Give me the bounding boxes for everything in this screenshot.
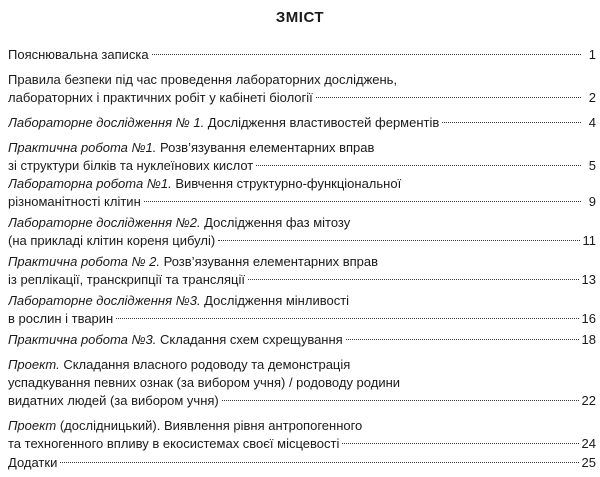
toc-entry-italic-label: Лабораторне дослідження №2. [8, 215, 201, 230]
toc-entry-text [8, 176, 401, 191]
toc-entry-title: Дослідження фаз мітозу [200, 215, 351, 230]
toc-entry-line [8, 292, 596, 310]
toc-entry[interactable] [8, 175, 596, 211]
dot-leader [342, 443, 578, 444]
toc-entry-italic-label: Практична робота №1. [8, 140, 157, 155]
toc-entry-line [8, 214, 596, 232]
toc-entry-title: Розв’язування елементарних вправ [160, 254, 379, 269]
toc-entry-text [8, 72, 397, 87]
toc-entry-text [8, 271, 245, 289]
dot-leader [218, 240, 579, 241]
toc-entry[interactable] [8, 331, 596, 349]
toc-entry-line [8, 157, 596, 175]
toc-entry-text [8, 46, 149, 64]
toc-entry[interactable] [8, 417, 596, 453]
toc-entry-text [8, 89, 313, 107]
toc-entry-title: лабораторних і практичних робіт у кабінеті біології [8, 90, 313, 105]
dot-leader [346, 339, 579, 340]
toc-entry-text [8, 215, 350, 230]
toc-entry-title: Вивчення структурно-функціональної [171, 176, 402, 191]
toc-entry-italic-label: Лабораторне дослідження №3. [8, 293, 201, 308]
toc-entry-title: Складання власного родоводу та демонстрація [59, 357, 351, 372]
toc-entry-title: Пояснювальна записка [8, 47, 149, 62]
toc-entry-text [8, 418, 362, 433]
toc-entry-text [8, 454, 57, 472]
toc-entry-italic-label: Лабораторна робота №1. [8, 176, 172, 191]
toc-entry-title: (дослідницький). Виявлення рівня антропогенного [56, 418, 363, 433]
toc-entry-text [8, 392, 219, 410]
dot-leader [60, 462, 578, 463]
page-number: 22 [581, 393, 596, 408]
toc-entry-italic-label: Практична робота № 2. [8, 254, 161, 269]
toc-entry[interactable] [8, 214, 596, 250]
dot-leader [116, 318, 578, 319]
toc-entry-title: (на прикладі клітин кореня цибулі) [8, 233, 216, 248]
toc-entry-line [8, 193, 596, 211]
toc-entry-title: різноманітності клітин [8, 194, 141, 209]
toc-entry-line [8, 310, 596, 328]
toc-entry-line [8, 89, 596, 107]
toc-entry-line [8, 374, 596, 392]
toc-entry-title: Правила безпеки під час проведення лабораторних досліджень, [8, 72, 398, 87]
toc-entry-text [8, 435, 339, 453]
toc-entry-line [8, 114, 596, 132]
page-number: 18 [581, 332, 596, 347]
page-number: 5 [588, 158, 596, 173]
toc-entry[interactable] [8, 292, 596, 328]
toc-entry-line [8, 417, 596, 435]
toc-entry[interactable] [8, 71, 596, 107]
toc-entry-text [8, 193, 141, 211]
toc-entry-text [8, 140, 374, 155]
toc-entry-italic-label: Практична робота №3. [8, 332, 157, 347]
toc-entry-title: Дослідження властивостей ферментів [204, 115, 440, 130]
toc-entry-title: та техногенного впливу в екосистемах своєї місцевості [8, 436, 340, 451]
page-number: 2 [588, 90, 596, 105]
toc-entry-line [8, 46, 596, 64]
toc-entry-line [8, 232, 596, 250]
toc-entry[interactable] [8, 454, 596, 472]
page-number: 16 [581, 311, 596, 326]
toc-entry-text [8, 310, 113, 328]
page-number: 4 [588, 115, 596, 130]
toc-entry-title: зі структури білків та нуклеїнових кислот [8, 158, 254, 173]
toc-entry-text [8, 157, 253, 175]
dot-leader [144, 201, 581, 202]
toc-entry-line [8, 253, 596, 271]
page-number: 1 [588, 47, 596, 62]
page-number: 13 [581, 272, 596, 287]
dot-leader [248, 279, 579, 280]
toc-entry[interactable] [8, 46, 596, 64]
toc-entry-italic-label: Проект. [8, 357, 60, 372]
dot-leader [152, 54, 581, 55]
toc-entry[interactable] [8, 139, 596, 175]
toc-entry-italic-label: Проект [8, 418, 57, 433]
toc-entry-title: із реплікації, транскрипції та трансляції [8, 272, 245, 287]
toc-entry-title: успадкування певних ознак (за вибором учня) / родоводу родини [8, 375, 401, 390]
toc-entry-title: в рослин і тварин [8, 311, 114, 326]
toc-entry-title: видатних людей (за вибором учня) [8, 393, 219, 408]
toc-entry-title: Складання схем схрещування [156, 332, 343, 347]
toc-entry-line [8, 271, 596, 289]
toc-entry-title: Додатки [8, 455, 58, 470]
page-number: 25 [581, 455, 596, 470]
toc-entry-text [8, 331, 343, 349]
toc-entry[interactable] [8, 114, 596, 132]
toc-entry-text [8, 254, 378, 269]
page-number: 9 [588, 194, 596, 209]
toc-entry-line [8, 331, 596, 349]
toc-entry-text [8, 293, 349, 308]
toc-entry-text [8, 232, 215, 250]
toc-entry-line [8, 71, 596, 89]
toc-entry-line [8, 175, 596, 193]
dot-leader [442, 122, 581, 123]
toc-entry-line [8, 435, 596, 453]
toc-entry-line [8, 356, 596, 374]
toc-entry[interactable] [8, 356, 596, 410]
dot-leader [256, 165, 581, 166]
dot-leader [222, 400, 579, 401]
toc-entry-text [8, 357, 350, 372]
toc-entry-line [8, 392, 596, 410]
page-number: 24 [581, 436, 596, 451]
toc-entry-line [8, 454, 596, 472]
toc-entry-text [8, 375, 400, 390]
page-title: ЗМІСТ [275, 9, 325, 26]
dot-leader [316, 97, 581, 98]
toc-entry-title: Розв’язування елементарних вправ [156, 140, 375, 155]
toc-entry-line [8, 139, 596, 157]
toc-entry-title: Дослідження мінливості [200, 293, 350, 308]
page-number: 11 [582, 233, 596, 248]
toc-entry-text [8, 114, 439, 132]
toc-entry[interactable] [8, 253, 596, 289]
toc-entry-italic-label: Лабораторне дослідження № 1. [8, 115, 205, 130]
